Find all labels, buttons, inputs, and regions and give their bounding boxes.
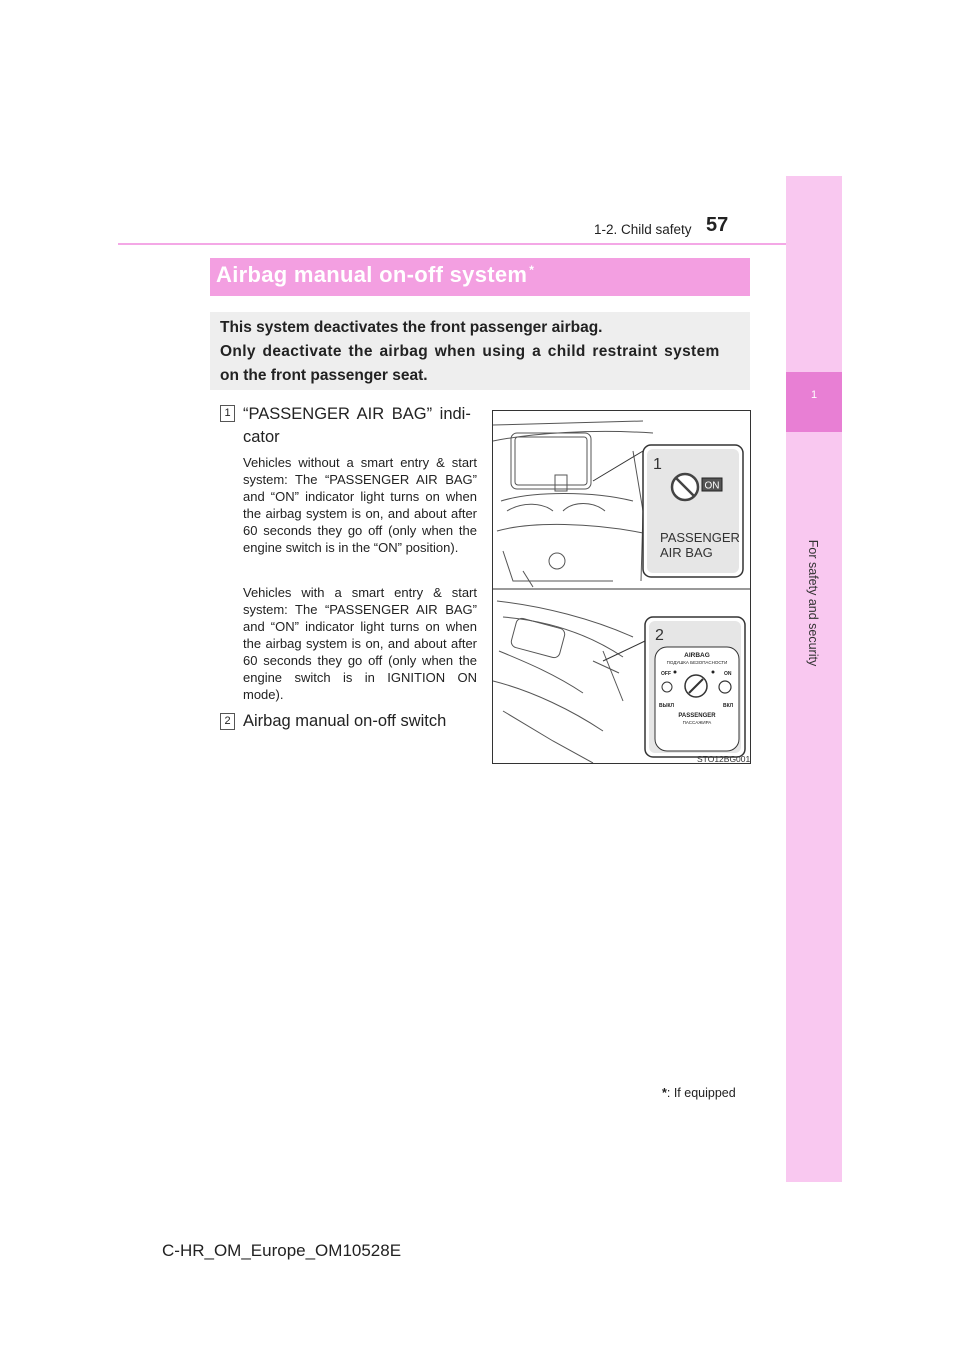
switch-off-label: OFF [661,671,671,677]
illustration [492,410,751,764]
intro-line-2: Only deactivate the airbag when using a child restraint system [220,343,720,360]
indicator-passenger-text: PASSENGER [660,530,740,545]
dashboard-illustration [493,411,750,763]
indicator-on-text: ON [704,480,720,492]
footer-document-id: C-HR_OM_Europe_OM10528E [162,1241,402,1260]
indicator-airbag-text: AIR BAG [660,545,713,560]
chapter-title: For safety and security [806,539,820,667]
switch-on-ru-label: ВКЛ [723,703,734,709]
intro-line-3: on the front passenger seat. [220,367,428,384]
header-rule [118,243,786,245]
page-number: 57 [706,214,729,236]
footnote [662,1086,736,1100]
footnote-asterisk: * [662,1086,667,1100]
title-bar [210,258,750,296]
figure-callout-2: 2 [655,627,664,644]
switch-off-ru-label: ВЫКЛ [659,703,675,709]
page-title-text: Airbag manual on-off system [216,262,528,287]
callout-1: 1 [220,405,235,422]
leader-line-2 [603,641,645,661]
section-title: 1-2. Child safety [594,222,692,237]
side-tab [786,176,842,1182]
intro-line-1: This system deactivates the front passenger airbag. [220,319,603,336]
switch-on-label: ON [724,671,732,677]
footnote-text: : If equipped [666,1086,736,1100]
chapter-number: 1 [786,372,842,432]
switch-passenger-label: PASSENGER [678,713,716,719]
figure-code: STO12BG001 [697,754,751,764]
page-title [216,262,534,288]
figure-callout-1: 1 [653,456,662,473]
item-1-label-line-1: “PASSENGER AIR BAG” indi- [243,405,471,423]
item-1-paragraph-2: Vehicles with a smart entry & start system: The “PASSENGER AIR BAG” and “ON” indicator light turns on when the airbag system is on, and about after 60 seconds they go off (only when the engine switch is in IGNITION ON mode). [243,585,477,702]
switch-passenger-ru-label: ПАССАЖИРА [682,720,712,725]
title-asterisk: * [529,263,535,277]
item-1-label-line-2: cator [243,428,280,446]
item-1-paragraph-1: Vehicles without a smart entry & start system: The “PASSENGER AIR BAG” and “ON” indicator light turns on when the airbag system is on, and about after 60 seconds they go off (only when the engine switch is in the “ON” position). [243,455,477,555]
switch-airbag-ru-label: ПОДУШКА БЕЗОПАСНОСТИ [666,660,728,665]
item-2-label: Airbag manual on-off switch [243,712,447,730]
intro-box [210,312,750,390]
callout-2: 2 [220,713,235,730]
switch-airbag-label: AIRBAG [684,652,710,659]
